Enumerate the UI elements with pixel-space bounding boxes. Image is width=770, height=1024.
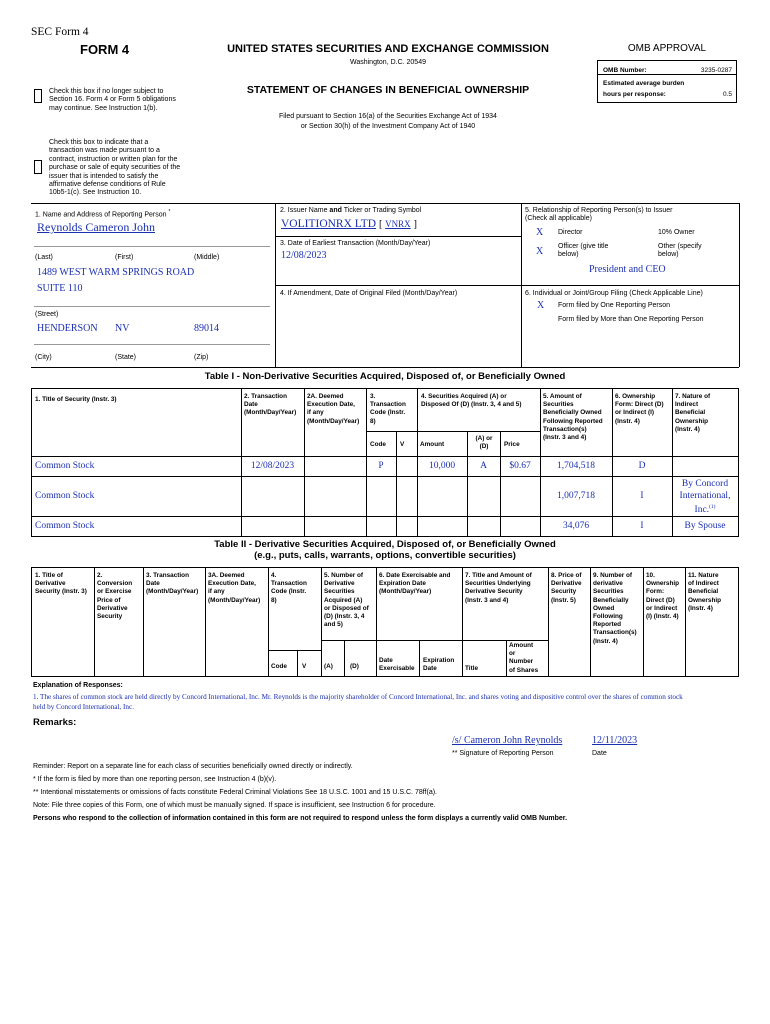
t2-col-underlying: 7. Title and Amount of Securities Underlying Derivative Security (Instr. 3 and 4) <box>465 572 532 604</box>
table1 <box>31 388 739 537</box>
state-value[interactable]: NV <box>115 323 130 334</box>
footnote-three-copies: Note: File three copies of this Form, one of which must be manually signed. If space is insufficient, see Instruction 6 for procedure. <box>33 802 436 809</box>
director-label: Director <box>558 229 583 236</box>
t1-row2-owned[interactable]: 1,007,718 <box>557 491 595 501</box>
omb-number-label: OMB Number: <box>603 67 647 74</box>
omb-hours-label: hours per response: <box>603 91 666 98</box>
footnote-misstatements: ** Intentional misstatements or omissions of facts constitute Federal Criminal Violations See 18 U.S.C. 1001 and 15 U.S.C. 78ff(a). <box>33 789 437 796</box>
street-line1[interactable]: 1489 WEST WARM SPRINGS ROAD <box>37 267 195 278</box>
t1-col-code: 3. Transaction Code (Instr. 8) <box>370 393 406 425</box>
t1-row1-price[interactable]: $0.67 <box>509 461 531 471</box>
omb-burden-label: Estimated average burden <box>603 80 685 87</box>
t2-col-deemed-date: 3A. Deemed Execution Date, if any (Month/Day/Year) <box>208 572 261 604</box>
other-label: Other (specify below) <box>658 243 702 259</box>
t2-sub-a: (A) <box>324 663 333 670</box>
statement-title: STATEMENT OF CHANGES IN BENEFICIAL OWNERSHIP <box>246 84 530 96</box>
amendment-label: 4. If Amendment, Date of Original Filed (Month/Day/Year) <box>280 290 458 297</box>
t2-col-code: 4. Transaction Code (Instr. 8) <box>271 572 307 604</box>
t1-row2-form[interactable]: I <box>640 491 644 501</box>
t1-sub-amount: Amount <box>420 441 445 448</box>
filed-pursuant-line1: Filed pursuant to Section 16(a) of the Securities Exchange Act of 1934 <box>279 113 497 120</box>
t1-sub-code: Code <box>370 441 386 448</box>
t2-col-nature: 11. Nature of Indirect Beneficial Ownership (Instr. 4) <box>688 572 722 612</box>
t1-row3-owned[interactable]: 34,076 <box>562 521 590 531</box>
t2-col-number-derivative: 5. Number of Derivative Securities Acquired (A) or Disposed of (D) (Instr. 3, 4 and 5) <box>324 572 369 629</box>
signature-label: ** Signature of Reporting Person <box>452 750 554 757</box>
t1-row1-code[interactable]: P <box>378 460 384 470</box>
director-mark[interactable]: X <box>536 227 544 238</box>
info-grid-top-border <box>31 203 739 204</box>
t2-sub-code: Code <box>271 663 287 670</box>
filing-type-label: 6. Individual or Joint/Group Filing (Check Applicable Line) <box>525 290 703 297</box>
explanation-footnote-1: 1. The shares of common stock are held directly by Concord International, Inc. Mr. Reynolds is the majority shareholder of Concord International, Inc. and shares voting and dispositive control over the shares of common stock held by Concord International, Inc. <box>33 693 683 711</box>
middle-name-label: (Middle) <box>194 254 220 261</box>
rule-10b5-1-text: Check this box to indicate that a transaction was made pursuant to a contract, instruction or written plan for the purchase or sale of equity securities of the issuer that is intended to satisfy the affirmative defense conditions of Rule 10b5-1(c). See Instruction 10. <box>49 139 181 197</box>
t2-sub-d: (D) <box>350 663 359 670</box>
no-longer-subject-checkbox[interactable] <box>34 89 42 103</box>
t2-col-date-exercisable: 6. Date Exercisable and Expiration Date (Month/Day/Year) <box>379 572 451 596</box>
table2-title-line1: Table II - Derivative Securities Acquired, Disposed of, or Beneficially Owned <box>214 539 556 550</box>
t2-col-transaction-date: 3. Transaction Date (Month/Day/Year) <box>146 572 199 596</box>
footnote-omb-notice: Persons who respond to the collection of information contained in this form are not required to respond unless the form displays a currently valid OMB Number. <box>33 815 568 822</box>
t2-sub-amount: Amount or Number of Shares <box>509 642 539 674</box>
t1-row2-title[interactable]: Common Stock <box>35 491 95 501</box>
relationship-label: 5. Relationship of Reporting Person(s) to Issuer (Check all applicable) <box>525 207 673 223</box>
t1-row2-nature[interactable]: By Concord International, Inc.$^{(1)}$ <box>679 479 731 516</box>
ten-percent-owner-label: 10% Owner <box>658 229 695 236</box>
info-grid-bottom-border <box>31 367 739 368</box>
t2-col-price: 8. Price of Derivative Security (Instr. 5) <box>551 572 582 604</box>
t2-col-title: 1. Title of Derivative Security (Instr. 3) <box>35 572 87 596</box>
filing-one-label: Form filed by One Reporting Person <box>558 302 671 309</box>
t1-col-deemed-date: 2A. Deemed Execution Date, if any (Month/Day/Year) <box>307 393 360 425</box>
t1-row1-amount[interactable]: 10,000 <box>428 461 456 471</box>
city-label: (City) <box>35 354 52 361</box>
signature-name[interactable]: /s/ Cameron John Reynolds <box>452 735 563 746</box>
street-line2[interactable]: SUITE 110 <box>37 283 83 294</box>
earliest-transaction-label: 3. Date of Earliest Transaction (Month/Day/Year) <box>280 240 431 247</box>
t1-col-title: 1. Title of Security (Instr. 3) <box>35 396 117 403</box>
t1-col-securities-acquired: 4. Securities Acquired (A) or Disposed Of (D) (Instr. 3, 4 and 5) <box>421 393 522 409</box>
issuer-name[interactable]: VOLITIONRX LTD <box>281 218 377 230</box>
omb-approval-box <box>597 60 737 103</box>
table1-title: Table I - Non-Derivative Securities Acquired, Disposed of, or Beneficially Owned <box>204 371 566 382</box>
t1-row3-title[interactable]: Common Stock <box>35 521 95 531</box>
t1-row1-form[interactable]: D <box>638 461 646 471</box>
zip-label: (Zip) <box>194 354 209 361</box>
officer-label: Officer (give title below) <box>558 243 609 259</box>
issuer-name-row: VOLITIONRX LTD [ VNRX ] <box>281 218 417 230</box>
signature-date-label: Date <box>592 750 607 757</box>
city-value[interactable]: HENDERSON <box>37 323 98 334</box>
t1-sub-a-or-d: (A) or (D) <box>475 435 493 451</box>
last-name-label: (Last) <box>35 254 53 261</box>
t2-sub-expiration: Expiration Date <box>423 657 455 673</box>
zip-value[interactable]: 89014 <box>194 323 219 334</box>
first-name-label: (First) <box>115 254 134 261</box>
t1-sub-price: Price <box>504 441 520 448</box>
table2 <box>31 567 739 677</box>
t2-col-conversion: 2. Conversion or Exercise Price of Derivative Security <box>97 572 133 621</box>
t1-row1-a-or-d[interactable]: A <box>480 461 487 471</box>
street-label: (Street) <box>35 311 59 318</box>
remarks-title: Remarks: <box>33 717 77 728</box>
reminder-note: Reminder: Report on a separate line for each class of securities beneficially owned directly or indirectly. <box>33 763 353 770</box>
t1-col-nature: 7. Nature of Indirect Beneficial Ownership (Instr. 4) <box>675 393 711 433</box>
omb-number-value: 3235-0287 <box>700 67 732 74</box>
t1-sub-v: V <box>400 441 405 448</box>
form-title: FORM 4 <box>80 42 130 57</box>
issuer-ticker[interactable]: VNRX <box>385 219 411 229</box>
explanation-title: Explanation of Responses: <box>33 682 123 689</box>
t2-sub-date-exercisable: Date Exercisable <box>379 657 415 673</box>
filing-more-label: Form filed by More than One Reporting Person <box>558 316 704 323</box>
no-longer-subject-text: Check this box if no longer subject to Section 16. Form 4 or Form 5 obligations may continue. See Instruction 1(b). <box>49 88 176 112</box>
t2-sub-v: V <box>302 663 307 670</box>
t1-col-amount-owned: 5. Amount of Securities Beneficially Owned Following Reported Transaction(s) (Instr. 3 and 4) <box>543 393 603 442</box>
agency-address: Washington, D.C. 20549 <box>349 59 426 66</box>
rule-10b5-1-checkbox[interactable] <box>34 160 42 174</box>
filing-one-mark[interactable]: X <box>537 300 545 311</box>
t2-sub-title: Title <box>465 665 479 672</box>
t1-row1-date[interactable]: 12/08/2023 <box>250 461 295 471</box>
t1-row1-owned[interactable]: 1,704,518 <box>557 461 595 471</box>
agency-name: UNITED STATES SECURITIES AND EXCHANGE COMMISSION <box>227 43 549 55</box>
issuer-label: 2. Issuer Name and Ticker or Trading Symbol <box>280 207 422 214</box>
t1-row3-form[interactable]: I <box>640 521 644 531</box>
t2-col-ownership-form: 10. Ownership Form: Direct (D) or Indirect (I) (Instr. 4) <box>646 572 680 621</box>
table2-title-line2: (e.g., puts, calls, warrants, options, convertible securities) <box>254 550 516 561</box>
t1-row1-title[interactable]: Common Stock <box>35 461 95 471</box>
officer-title[interactable]: President and CEO <box>589 264 666 275</box>
reporting-person-name[interactable]: Reynolds Cameron John <box>37 220 155 234</box>
filed-pursuant-line2: or Section 30(h) of the Investment Company Act of 1940 <box>300 123 476 130</box>
t1-col-transaction-date: 2. Transaction Date (Month/Day/Year) <box>244 393 297 417</box>
signature-date[interactable]: 12/11/2023 <box>592 735 638 746</box>
sec-form-label: SEC Form 4 <box>31 26 89 38</box>
omb-approval-title: OMB APPROVAL <box>627 43 707 54</box>
state-label: (State) <box>115 354 137 361</box>
earliest-transaction-date[interactable]: 12/08/2023 <box>281 250 327 261</box>
omb-hours-value: 0.5 <box>722 91 732 98</box>
footnote-multiple-persons: * If the form is filed by more than one reporting person, see Instruction 4 (b)(v). <box>33 776 277 783</box>
t2-col-number-owned: 9. Number of derivative Securities Beneficially Owned Following Reported Transaction(s) (Instr. 4) <box>593 572 637 645</box>
officer-mark[interactable]: X <box>536 246 544 257</box>
t1-row3-nature[interactable]: By Spouse <box>684 521 726 531</box>
t1-col-ownership-form: 6. Ownership Form: Direct (D) or Indirect (I) (Instr. 4) <box>615 393 664 425</box>
reporting-person-label: 1. Name and Address of Reporting Person * <box>35 209 171 219</box>
